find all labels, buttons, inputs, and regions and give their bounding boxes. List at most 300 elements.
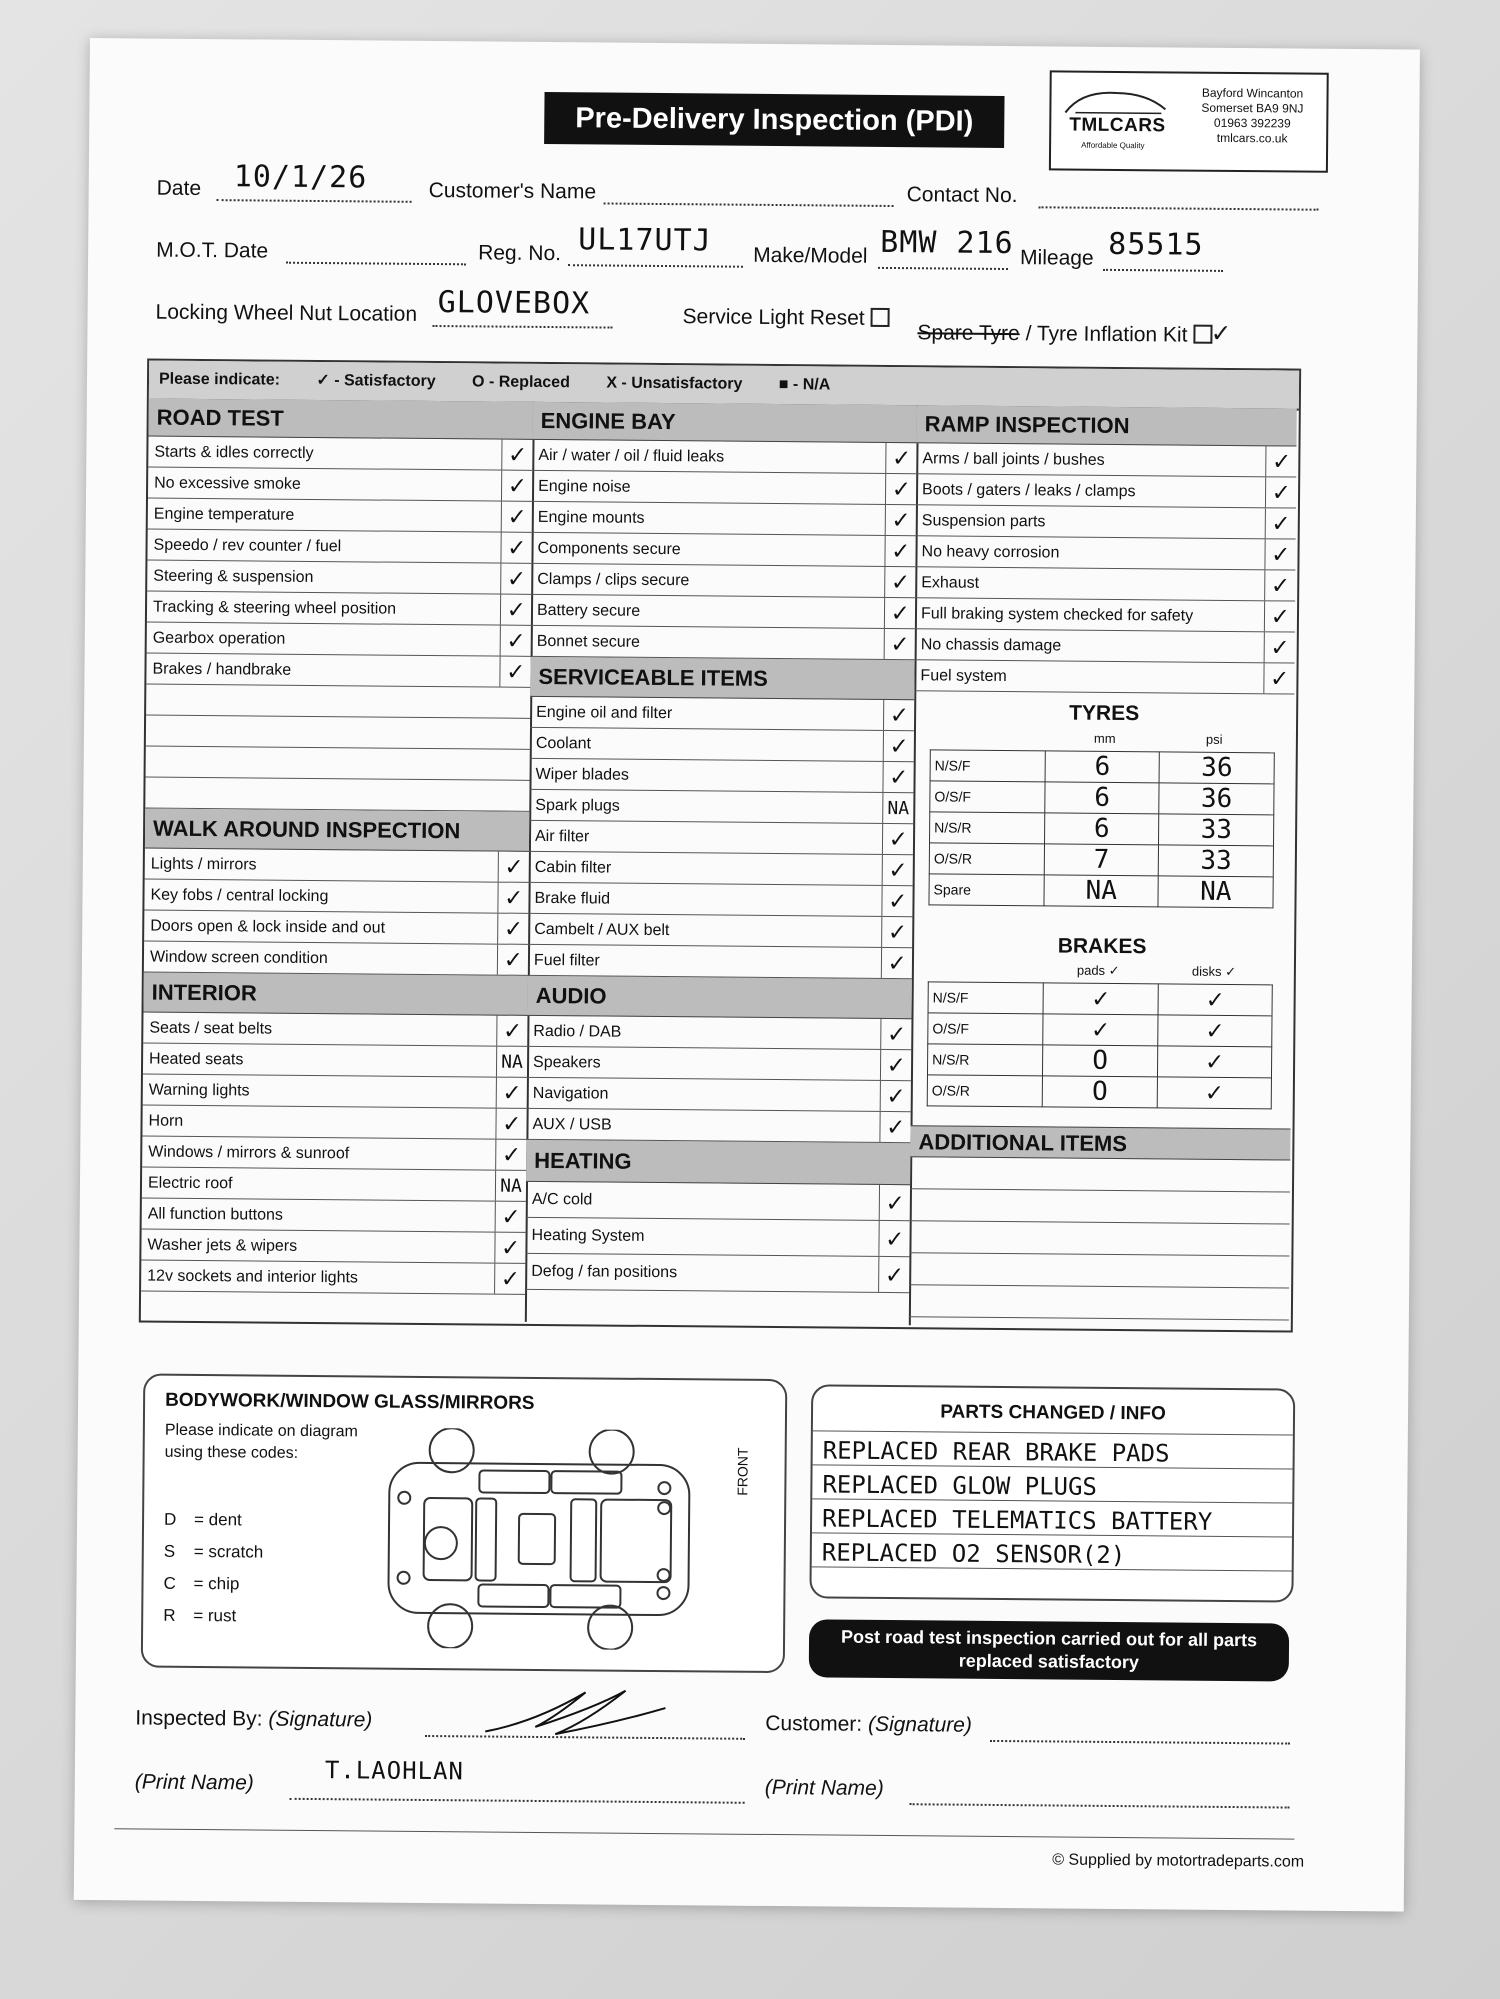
tyres-psi-header: psi <box>1205 731 1223 747</box>
date-label: Date <box>156 176 202 200</box>
check-mark[interactable]: ✓ <box>883 731 914 761</box>
checklist-label: Bonnet secure <box>536 632 641 651</box>
check-mark[interactable]: ✓ <box>1265 477 1296 507</box>
form-title: Pre-Delivery Inspection (PDI) <box>544 92 1004 148</box>
position-cell: N/S/F <box>930 750 1045 782</box>
check-mark[interactable]: ✓ <box>1264 539 1295 569</box>
check-mark[interactable]: ✓ <box>497 883 528 913</box>
check-mark[interactable]: ✓ <box>496 1016 527 1046</box>
check-mark[interactable]: ✓ <box>878 1257 909 1292</box>
customer-print-name-field[interactable] <box>910 1803 1290 1808</box>
check-mark[interactable]: ✓ <box>1265 446 1296 476</box>
part-line[interactable]: REPLACED GLOW PLUGS <box>812 1465 1292 1503</box>
part-line[interactable]: REPLACED REAR BRAKE PADS <box>813 1431 1293 1469</box>
check-mark[interactable]: ✓ <box>881 886 912 916</box>
check-mark[interactable]: ✓ <box>885 474 916 504</box>
check-mark[interactable]: ✓ <box>884 536 915 566</box>
mm-cell[interactable]: 6 <box>1045 782 1160 814</box>
checklist-label: Engine oil and filter <box>536 703 673 723</box>
customer-label: Customer: <box>765 1711 863 1736</box>
blank-row[interactable] <box>146 747 530 781</box>
check-mark[interactable]: ✓ <box>880 1019 911 1049</box>
check-mark[interactable]: ✓ <box>501 471 532 501</box>
checklist-row[interactable] <box>916 474 1296 508</box>
checklist-label: Coolant <box>535 734 592 753</box>
code-row <box>163 1568 263 1601</box>
pads-cell[interactable]: O <box>1043 1045 1158 1077</box>
checklist-row[interactable] <box>143 1013 527 1047</box>
checklist-label: Boots / gaters / leaks / clamps <box>922 481 1136 501</box>
address-line: tmlcars.co.uk <box>1216 130 1288 146</box>
checklist-row[interactable] <box>525 1218 909 1257</box>
walk-around-list <box>144 849 529 976</box>
checklist-label: Cabin filter <box>534 858 612 877</box>
code-row <box>164 1536 264 1569</box>
checklist-label: Doors open & lock inside and out <box>150 917 386 937</box>
checklist-row[interactable] <box>526 1182 910 1221</box>
mm-cell[interactable]: 7 <box>1044 844 1159 876</box>
inspection-grid <box>139 359 1301 1333</box>
checklist-row[interactable] <box>527 1047 911 1081</box>
additional-item-line[interactable] <box>909 1221 1289 1256</box>
check-mark[interactable]: ✓ <box>879 1112 910 1142</box>
check-mark[interactable]: ✓ <box>882 855 913 885</box>
checklist-row[interactable] <box>142 1136 526 1170</box>
mot-date-field[interactable] <box>286 262 466 266</box>
checklist-row[interactable] <box>144 880 528 914</box>
checklist-label: Horn <box>148 1112 184 1130</box>
code-meaning: = scratch <box>193 1541 264 1562</box>
heating-heading: HEATING <box>526 1140 910 1185</box>
checklist-row[interactable] <box>529 821 913 855</box>
check-mark[interactable]: ✓ <box>879 1185 910 1220</box>
checklist-row[interactable] <box>915 567 1295 601</box>
check-mark[interactable]: ✓ <box>1265 508 1296 538</box>
tyres-mm-header: mm <box>1093 730 1116 746</box>
checklist-label: Speakers <box>533 1053 601 1072</box>
check-mark[interactable]: ✓ <box>878 1221 909 1256</box>
checklist-row[interactable] <box>530 697 914 731</box>
check-mark[interactable]: ✓ <box>500 533 531 563</box>
checklist-label: A/C cold <box>531 1190 593 1209</box>
check-mark[interactable]: NA <box>882 793 913 823</box>
inspected-by-label: Inspected By: <box>135 1706 263 1731</box>
checklist-label: Wiper blades <box>535 765 630 784</box>
mileage-value[interactable]: 85515 <box>1108 226 1204 263</box>
check-mark[interactable]: ✓ <box>494 1233 525 1263</box>
front-label: FRONT <box>734 1447 751 1496</box>
checklist-row[interactable] <box>532 471 916 505</box>
contact-field[interactable] <box>1039 206 1319 210</box>
service-light-checkbox[interactable] <box>870 308 889 327</box>
checklist-row[interactable] <box>529 759 913 793</box>
supplied-by: © Supplied by motortradeparts.com <box>1052 1851 1305 1871</box>
position-cell: N/S/F <box>928 982 1044 1014</box>
checklist-label: Seats / seat belts <box>149 1019 273 1038</box>
additional-items-lines <box>909 1157 1290 1320</box>
print-name-label: (Print Name) <box>134 1770 254 1795</box>
inspected-signature-label: (Signature) <box>268 1707 373 1732</box>
checklist-label: Heated seats <box>149 1050 244 1069</box>
parts-lines <box>812 1430 1293 1571</box>
checklist-label: AUX / USB <box>532 1115 612 1134</box>
part-line[interactable]: REPLACED O2 SENSOR(2) <box>812 1533 1292 1571</box>
table-row <box>930 750 1274 784</box>
table-row <box>928 1013 1272 1047</box>
walk-around-heading: WALK AROUND INSPECTION <box>145 809 529 852</box>
check-mark[interactable]: ✓ <box>501 440 532 470</box>
audio-heading: AUDIO <box>527 976 911 1019</box>
tyre-inflation-label: / Tyre Inflation Kit <box>1019 322 1188 347</box>
checklist-label: Gearbox operation <box>152 629 286 648</box>
check-mark[interactable]: ✓ <box>497 945 528 975</box>
checklist-label: No heavy corrosion <box>921 543 1060 562</box>
check-mark[interactable]: NA <box>495 1171 526 1201</box>
checklist-row[interactable] <box>147 592 531 626</box>
check-mark[interactable]: ✓ <box>500 626 531 656</box>
check-mark[interactable]: ✓ <box>881 917 912 947</box>
pdi-form-sheet <box>74 38 1420 1912</box>
checklist-row[interactable] <box>147 623 531 657</box>
checklist-row[interactable] <box>143 1075 527 1109</box>
legend-satisfactory: ✓ - Satisfactory <box>316 371 436 391</box>
checklist-label: Fuel filter <box>533 951 600 970</box>
post-road-test-note: Post road test inspection carried out for all parts replaced satisfactory <box>809 1619 1289 1681</box>
customer-print-name-label: (Print Name) <box>764 1775 884 1800</box>
checklist-label: Windows / mirrors & sunroof <box>148 1143 350 1163</box>
print-name-line <box>290 1798 745 1804</box>
checklist-row[interactable] <box>148 437 532 471</box>
print-name-value[interactable]: T.LAOHLAN <box>324 1756 465 1786</box>
additional-item-line[interactable] <box>910 1157 1290 1192</box>
checklist-row[interactable] <box>531 533 915 567</box>
check-mark[interactable]: ✓ <box>882 762 913 792</box>
mm-cell[interactable]: 6 <box>1044 813 1159 845</box>
address-line: Bayford Wincanton <box>1201 85 1304 101</box>
checklist-label: Cambelt / AUX belt <box>534 920 670 940</box>
check-mark[interactable]: ✓ <box>499 657 530 687</box>
blank-row[interactable] <box>146 685 530 719</box>
checklist-label: Suspension parts <box>921 512 1046 531</box>
position-cell: N/S/R <box>927 1044 1043 1076</box>
check-mark[interactable]: ✓ <box>885 443 916 473</box>
mot-date-label: M.O.T. Date <box>156 238 269 263</box>
make-model-value[interactable]: BMW 216 <box>880 224 1014 262</box>
checklist-row[interactable] <box>529 790 913 824</box>
checklist-row[interactable] <box>529 852 913 886</box>
checklist-label: Key fobs / central locking <box>150 886 329 906</box>
wheel-nut-label: Locking Wheel Nut Location <box>155 300 418 326</box>
code-meaning: = dent <box>193 1509 242 1530</box>
disks-cell[interactable]: ✓ <box>1157 1077 1272 1109</box>
checklist-row[interactable] <box>146 654 530 688</box>
check-mark[interactable]: ✓ <box>1264 632 1295 662</box>
additional-items-heading: ADDITIONAL ITEMS <box>910 1125 1290 1160</box>
spare-tyre-checkbox[interactable] <box>1193 325 1212 344</box>
checklist-label: Electric roof <box>147 1174 233 1193</box>
check-mark[interactable]: NA <box>496 1047 527 1077</box>
brakes-disks-header: disks ✓ <box>1191 963 1237 980</box>
spare-tyre-tick: ✓ <box>1212 315 1230 349</box>
ramp-list <box>914 443 1296 694</box>
checklist-label: Clamps / clips secure <box>537 570 690 590</box>
legend-unsatisfactory: X - Unsatisfactory <box>606 374 743 393</box>
parts-heading: PARTS CHANGED / INFO <box>940 1401 1166 1425</box>
checklist-row[interactable] <box>527 1078 911 1112</box>
checklist-label: Full braking system checked for safety <box>920 605 1194 625</box>
ramp-heading: RAMP INSPECTION <box>916 405 1296 446</box>
checklist-row[interactable] <box>914 660 1294 694</box>
address-line: 01963 392239 <box>1213 115 1291 131</box>
mm-cell[interactable]: 6 <box>1045 751 1160 783</box>
checklist-row[interactable] <box>531 595 915 629</box>
psi-cell[interactable]: 33 <box>1159 845 1274 877</box>
check-mark[interactable]: ✓ <box>494 1264 525 1294</box>
check-mark[interactable]: ✓ <box>883 700 914 730</box>
reg-value[interactable]: UL17UTJ <box>578 222 712 259</box>
heating-list <box>525 1182 910 1293</box>
logo-tagline: Affordable Quality <box>1081 140 1145 151</box>
checklist-label: Spark plugs <box>535 796 620 815</box>
check-mark[interactable]: ✓ <box>882 824 913 854</box>
checklist-row[interactable] <box>916 443 1296 477</box>
checklist-row[interactable] <box>141 1260 525 1294</box>
checklist-label: Components secure <box>537 539 681 559</box>
check-mark[interactable]: ✓ <box>1263 663 1294 693</box>
checklist-label: Arms / ball joints / bushes <box>922 450 1105 469</box>
code-row <box>163 1600 263 1633</box>
interior-heading: INTERIOR <box>143 973 527 1016</box>
checklist-label: No chassis damage <box>920 636 1062 655</box>
checklist-row[interactable] <box>147 530 531 564</box>
psi-cell[interactable]: 33 <box>1159 814 1274 846</box>
checklist-label: Heating System <box>531 1226 645 1245</box>
brakes-table <box>927 981 1273 1109</box>
check-mark[interactable]: ✓ <box>500 595 531 625</box>
checklist-label: Defog / fan positions <box>531 1262 678 1282</box>
check-mark[interactable]: ✓ <box>884 567 915 597</box>
disks-cell[interactable]: ✓ <box>1157 1015 1272 1047</box>
spare-tyre-option <box>917 313 1229 349</box>
check-mark[interactable]: ✓ <box>495 1202 526 1232</box>
table-row <box>929 843 1273 877</box>
legend-na: ■ - N/A <box>778 376 831 394</box>
service-light-label: Service Light Reset <box>682 305 865 330</box>
address-line: Somerset BA9 9NJ <box>1201 100 1304 116</box>
checklist-label: Exhaust <box>921 574 980 592</box>
code-letter: S <box>163 1541 176 1561</box>
checklist-row[interactable] <box>142 1198 526 1232</box>
checklist-row[interactable] <box>142 1106 526 1140</box>
checklist-row[interactable] <box>145 849 529 883</box>
column-middle <box>525 402 919 1325</box>
checklist-row[interactable] <box>526 1109 910 1143</box>
checklist-row[interactable] <box>528 914 912 948</box>
checklist-row[interactable] <box>530 728 914 762</box>
checklist-label: Air / water / oil / fluid leaks <box>538 446 725 466</box>
mileage-label: Mileage <box>1020 246 1094 270</box>
checklist-row[interactable] <box>531 564 915 598</box>
check-mark[interactable]: ✓ <box>495 1140 526 1170</box>
pads-cell[interactable]: ✓ <box>1043 1014 1158 1046</box>
disks-cell[interactable]: ✓ <box>1158 984 1273 1016</box>
check-mark[interactable]: ✓ <box>884 598 915 628</box>
table-row <box>930 781 1274 815</box>
tyres-table <box>928 749 1274 908</box>
checklist-label: Washer jets & wipers <box>147 1236 298 1255</box>
checklist-row[interactable] <box>148 468 532 502</box>
check-mark[interactable]: ✓ <box>884 629 915 659</box>
psi-cell[interactable]: 36 <box>1159 752 1274 784</box>
blank-row[interactable] <box>146 716 530 750</box>
checklist-row[interactable] <box>143 1044 527 1078</box>
checklist-label: Tracking & steering wheel position <box>152 598 397 618</box>
make-model-label: Make/Model <box>753 243 868 268</box>
wheel-nut-value[interactable]: GLOVEBOX <box>437 285 591 322</box>
table-row <box>929 874 1273 908</box>
blank-row[interactable] <box>145 778 529 812</box>
mileage-line <box>1103 269 1223 272</box>
checklist-row[interactable] <box>531 626 915 660</box>
checklist-row[interactable] <box>144 942 528 976</box>
pads-cell[interactable]: O <box>1043 1076 1158 1108</box>
car-diagram-icon[interactable] <box>378 1428 720 1651</box>
check-mark[interactable]: ✓ <box>497 914 528 944</box>
bodywork-instructions: Please indicate on diagram using these codes: <box>164 1421 358 1462</box>
additional-item-line[interactable] <box>909 1253 1289 1288</box>
table-row <box>930 812 1274 846</box>
customer-name-field[interactable] <box>604 202 894 207</box>
checklist-label: 12v sockets and interior lights <box>147 1267 359 1287</box>
table-row <box>927 1044 1271 1078</box>
check-mark[interactable]: ✓ <box>496 1078 527 1108</box>
checklist-row[interactable] <box>915 598 1295 632</box>
footer-rule <box>114 1828 1294 1839</box>
date-line <box>217 199 412 203</box>
checklist-label: Brake fluid <box>534 889 611 908</box>
service-light-reset <box>682 305 889 331</box>
road-test-list <box>146 437 532 688</box>
checklist-row[interactable] <box>528 945 912 979</box>
code-letter: D <box>163 1509 177 1529</box>
customer-signature-label: (Signature) <box>867 1712 973 1737</box>
checklist-row[interactable] <box>142 1167 526 1201</box>
check-mark[interactable]: ✓ <box>500 564 531 594</box>
code-letter: C <box>163 1573 176 1593</box>
checklist-label: Engine noise <box>538 477 631 496</box>
reg-label: Reg. No. <box>478 241 562 266</box>
check-mark[interactable]: ✓ <box>880 1050 911 1080</box>
checklist-label: Air filter <box>534 827 590 846</box>
road-test-heading: ROAD TEST <box>149 399 533 440</box>
check-mark[interactable]: ✓ <box>501 502 532 532</box>
checklist-row[interactable] <box>144 911 528 945</box>
tyres-heading: TYRES <box>1069 701 1140 726</box>
checklist-row[interactable] <box>915 629 1295 663</box>
checklist-label: Battery secure <box>536 601 641 620</box>
table-row <box>928 982 1272 1016</box>
check-mark[interactable]: ✓ <box>1264 601 1295 631</box>
code-row <box>164 1504 264 1537</box>
mm-cell[interactable]: NA <box>1044 875 1159 907</box>
serviceable-heading: SERVICEABLE ITEMS <box>530 657 914 700</box>
position-cell: O/S/F <box>928 1013 1044 1045</box>
code-meaning: = chip <box>193 1573 240 1594</box>
position-cell: Spare <box>929 874 1044 906</box>
column-left <box>141 399 535 1322</box>
code-meaning: = rust <box>193 1605 237 1626</box>
checklist-row[interactable] <box>141 1229 525 1263</box>
customer-signature <box>765 1712 972 1738</box>
brakes-heading: BRAKES <box>1057 934 1147 959</box>
position-cell: O/S/R <box>929 843 1044 875</box>
psi-cell[interactable]: 36 <box>1159 783 1274 815</box>
date-value[interactable]: 10/1/26 <box>233 159 368 196</box>
engine-bay-list <box>531 440 917 660</box>
check-mark[interactable]: ✓ <box>881 948 912 978</box>
checklist-row[interactable] <box>915 536 1295 570</box>
psi-cell[interactable]: NA <box>1158 876 1273 908</box>
additional-item-line[interactable] <box>910 1189 1290 1224</box>
checklist-label: Brakes / handbrake <box>152 660 292 679</box>
checklist-label: Window screen condition <box>149 948 328 968</box>
checklist-row[interactable] <box>528 883 912 917</box>
checklist-label: No excessive smoke <box>154 474 301 493</box>
interior-list <box>141 1013 527 1295</box>
customer-signature-field[interactable] <box>990 1740 1290 1745</box>
checklist-label: Lights / mirrors <box>150 855 257 874</box>
additional-item-line[interactable] <box>909 1285 1289 1320</box>
checklist-label: Engine mounts <box>537 508 645 527</box>
checklist-row[interactable] <box>532 502 916 536</box>
checklist-row[interactable] <box>916 505 1296 539</box>
check-mark[interactable]: ✓ <box>1264 570 1295 600</box>
brakes-pads-header: pads ✓ <box>1076 962 1120 979</box>
checklist-row[interactable] <box>525 1254 909 1293</box>
checklist-row[interactable] <box>148 499 532 533</box>
position-cell: O/S/F <box>930 781 1045 813</box>
column-right <box>909 405 1297 1328</box>
logo-brand: TMLCARS <box>1069 114 1166 137</box>
damage-codes <box>163 1504 264 1633</box>
checklist-row[interactable] <box>147 561 531 595</box>
checklist-row[interactable] <box>527 1016 911 1050</box>
checklist-label: Warning lights <box>148 1081 250 1100</box>
checklist-row[interactable] <box>532 440 916 474</box>
bodywork-heading: BODYWORK/WINDOW GLASS/MIRRORS <box>165 1389 535 1414</box>
legend-replaced: O - Replaced <box>472 373 570 392</box>
pads-cell[interactable]: ✓ <box>1043 983 1158 1015</box>
serviceable-list <box>528 697 914 979</box>
engine-bay-heading: ENGINE BAY <box>533 402 917 443</box>
make-model-line <box>878 267 1008 270</box>
check-mark[interactable]: ✓ <box>495 1109 526 1139</box>
check-mark[interactable]: ✓ <box>880 1081 911 1111</box>
checklist-label: All function buttons <box>147 1205 284 1224</box>
checklist-label: Navigation <box>532 1084 609 1103</box>
part-line[interactable]: REPLACED TELEMATICS BATTERY <box>812 1499 1292 1537</box>
check-mark[interactable]: ✓ <box>885 505 916 535</box>
table-row <box>927 1075 1271 1109</box>
wheel-nut-line <box>432 325 612 329</box>
checklist-label: Fuel system <box>920 667 1007 686</box>
legend-intro: Please indicate: <box>158 370 281 389</box>
inspected-by <box>135 1706 372 1732</box>
code-letter: R <box>163 1605 176 1625</box>
customer-name-label: Customer's Name <box>428 178 597 204</box>
check-mark[interactable]: ✓ <box>498 852 529 882</box>
disks-cell[interactable]: ✓ <box>1157 1046 1272 1078</box>
